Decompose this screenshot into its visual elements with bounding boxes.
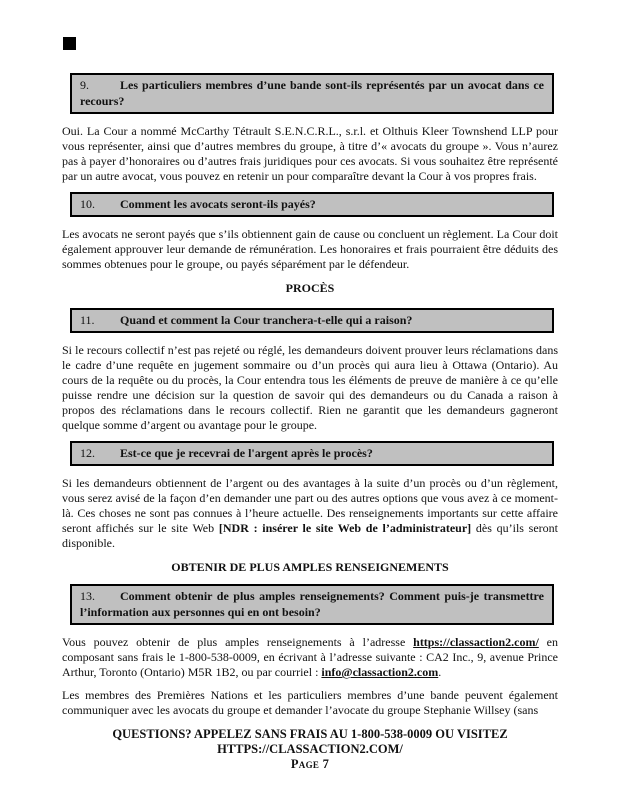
info-email-link[interactable]: info@classaction2.com: [321, 665, 439, 679]
answer-text: Vous pouvez obtenir de plus amples renseignements à l’adresse: [62, 635, 414, 649]
answer-paragraph-12: [62, 476, 558, 551]
object-anchor-marker: [63, 37, 76, 50]
question-number: 12.: [80, 446, 95, 460]
classaction-website-link[interactable]: https://classaction2.com/: [413, 635, 539, 649]
question-box-11: [70, 308, 554, 333]
answer-text: dès qu’ils seront disponible.: [62, 521, 558, 550]
question-box-13: [70, 584, 554, 625]
question-number: 13.: [80, 589, 95, 603]
question-text: Comment les avocats seront-ils payés?: [120, 197, 316, 211]
answer-text: .: [438, 665, 442, 679]
answer-paragraph-10: Les avocats ne seront payés que s’ils obtiennent gain de cause ou concluent un règlement. La Cour doit également approuver leur demande de rémunération. Les honoraires et frais pourraient être déduits des sommes obtenues pour le groupe, ou payés séparément par le défendeur.: [62, 227, 558, 271]
question-box-10: [70, 192, 554, 217]
question-number: 10.: [80, 197, 95, 211]
question-box-9: [70, 73, 554, 114]
page-footer: [62, 727, 558, 772]
answer-text: en composant sans frais le 1-800-538-0009, en écrivant à l’adresse suivante : CA2 Inc., 9, avenue Prince Arthur, Toronto (Ontario) M5R 1B2, ou par courriel :: [62, 635, 559, 679]
question-number: 11.: [80, 313, 95, 327]
footer-website-link[interactable]: HTTPS://CLASSACTION2.COM/: [217, 742, 403, 756]
answer-text: Si les demandeurs obtiennent de l’argent ou des avantages à la suite d’un procès ou d’un règlement, vous serez avisé de la façon d’en demander une part ou des autres options que vous avez à ce moment-là. Ces choses ne sont pas connues à l’heure actuelle. Des renseignements importants sur cette affaire seront affichés sur le site Web: [62, 476, 558, 535]
question-text: Quand et comment la Cour tranchera-t-elle qui a raison?: [120, 313, 413, 327]
question-text: Les particuliers membres d’une bande sont-ils représentés par un avocat dans ce recours?: [80, 78, 544, 108]
answer-paragraph-11: Si le recours collectif n’est pas rejeté ou réglé, les demandeurs doivent prouver leurs réclamations dans le cadre d’une requête en jugement sommaire ou d’un procès qui aura lieu à Ottawa (Ontario). Au cours de la requête ou du procès, la Cour entendra tous les éléments de preuve de manière à ce qu’elle puisse rendre une décision sur la question de savoir qui des demandeurs ou du Canada a raison à propos des réclamations dans le recours collectif. Rien ne garantit que les demandeurs gagneront quelque somme d’argent ou avantage pour le groupe.: [62, 343, 558, 432]
footer-questions-line: QUESTIONS? APPELEZ SANS FRAIS AU 1-800-538-0009 OU VISITEZ: [112, 727, 508, 741]
answer-paragraph-9: Oui. La Cour a nommé McCarthy Tétrault S.E.N.C.R.L., s.r.l. et Olthuis Kleer Townshend LLP pour vous représenter, ainsi que d’autres membres du groupe, à titre d’« avocats du groupe ». Vous n’aurez pas à payer d’honoraires ou d’autres frais juridiques pour ces avocats. Si vous souhaitez être représenté par un autre avocat, vous pouvez en retenir un pour comparaître devant la Cour à vos propres frais.: [62, 124, 558, 183]
answer-paragraph-13: [62, 635, 558, 680]
answer-paragraph-13b: Les membres des Premières Nations et les particuliers membres d’une bande peuvent également communiquer avec les avocats du groupe et demander l’avocate du groupe Stephanie Willsey (sans: [62, 688, 558, 717]
question-number: 9.: [80, 78, 89, 92]
page-number: Page 7: [290, 757, 330, 771]
question-box-12: [70, 441, 554, 466]
question-text: Est-ce que je recevrai de l'argent après le procès?: [120, 446, 373, 460]
section-heading-proces: PROCÈS: [285, 281, 335, 295]
section-heading-obtenir: OBTENIR DE PLUS AMPLES RENSEIGNEMENTS: [171, 560, 449, 574]
question-text: Comment obtenir de plus amples renseignements? Comment puis-je transmettre l’information aux personnes qui en ont besoin?: [80, 589, 544, 619]
ndr-placeholder-note: [NDR : insérer le site Web de l’administrateur]: [218, 521, 472, 535]
